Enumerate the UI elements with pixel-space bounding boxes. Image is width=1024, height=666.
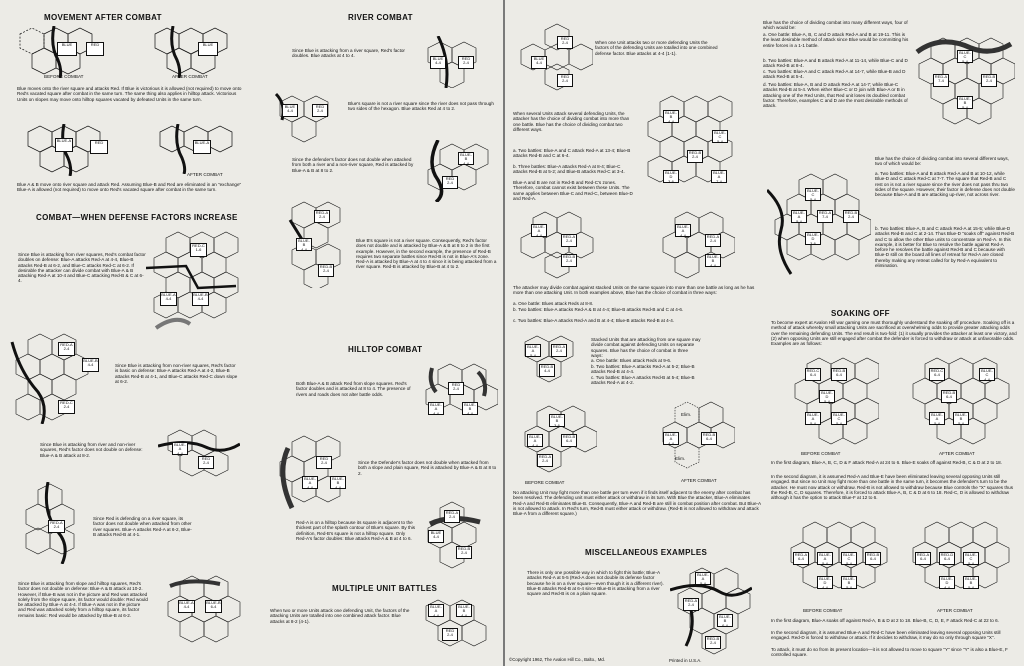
unit-blue-a-st: BLUE-A 4-4 (531, 224, 547, 237)
diagram-soak-after (905, 356, 1013, 450)
unit-red-a-st2: RED-A 2-4 (705, 234, 721, 247)
unit-red-river-3: RED 2-4 (442, 176, 458, 189)
unit-blue-river-1: BLUE 4-4 (430, 56, 446, 69)
unit-red-b-misc: RED-B 2-4 (705, 636, 721, 649)
diagram-blue-choice2 (767, 170, 871, 278)
unit-blue-b-sev: BLUE-B 4-4 (663, 110, 679, 123)
text-movement-para1: Blue moves onto the river square and attacks Red. If Blue is victorious it is allowed (not required) to move onto Red's vacated square after combat in the same turn. The same thing also applies in hilltop attack. Victorious Units on slopes may move onto hilltop squares vacated by defeated Units in the same turn. (17, 86, 242, 102)
text-defense-p4: Since Red is defending on a river square, its factor does not double when attacked from other river squares. Blue-A attacks Red-A at 6-2, Blue-B attacks Red-B at 4-1. (93, 516, 192, 537)
unit-blue-a-sev: BLUE-A 7-4 (711, 170, 727, 183)
unit-red-b-bc: RED-B 6-4 (561, 434, 577, 447)
unit-red-a-4: RED-A 2-4 (48, 520, 65, 533)
diagram-defense-3 (158, 428, 240, 480)
unit-red-a-soak2: RED-A 6-4 (793, 552, 809, 565)
unit-blue-c-sev: BLUE-C 5-4 (712, 130, 728, 143)
unit-red-river-1: RED 2-4 (458, 56, 474, 69)
unit-blue-river-2: BLUE 4-4 (282, 104, 298, 117)
text-soak1: In the first diagram, Blue-A, B, C, D & F attack Red-A at 24 to 6. Blue-E soaks off against Red-B, C & D at 2 to 18. (771, 460, 1002, 465)
text-blue-choice2-a: a. Two battles: Blue-A and B attack Red-A and B at 10-12, while Blue-D and C attack Red-C at 7-7. The square that Red-B and C rest on is not a river square since the river does not pass thru two sides of the square. However, their factor in defense does not double because Blue-A and B are attacking up-river, not across river. (875, 171, 1015, 198)
text-blue-choice-d: d. Two battles: Blue-A, B and D attack Red-A at 14-7; while Blue-C attacks Red-B at 5-4. When either Blue-C or D join with Blue-A or B in attacking one of the Red Units, that Red unit loses its doubled combat factor. Therefore, examples C and D are the most desirable methods of attack. (763, 82, 908, 109)
text-stacked2-a: a. One battle: Blues attack Reds at 9-6. (591, 358, 672, 363)
text-soak2: In the second diagram, it is assumed Red-A and Blue-E have been eliminated leaving several opposing Units still engaged. But since no Unit may fight more than one battle in the same turn, it becomes the defender's turn to be the attacker. He must now attack or withdraw. Red-B is not allowed to withdraw because Blue controls the "X" squares thus the Red-B, C, D squares. Therefore, it is forced to attack Blue-A, B, C & D at 6 to 18. Red-C, D is allowed to withdraw although it has the option to attack Blue-F at 12 to 6. (771, 474, 1013, 501)
text-soak: To become expert at Avalon Hill war gaming one must thoroughly understand the soaking off procedure. Soaking off is a method of attack whereby small attacking Units are sacrificed at overwhelming odds to provide greater attacking odds over the remaining defending Units. The end result is two-fold: (1) it usually provides the attacker at least one victory, and (2) when opposing Units are still engaged after combat the defender is forced to withdraw or attack at unfavorable odds. Examples are as follows: (771, 320, 1017, 347)
unit-blue-a: BLUE-A (55, 138, 73, 152)
text-stacked2-c: c. Two battles: Blue-A attacks Red-B at 5-4; Blue-B attacks Red-A at 4-2. (591, 375, 695, 386)
unit-blue-a-soak: BLUE-A 5-4 (805, 412, 821, 425)
unit-blue-b-st2: BLUE-B 4-4 (705, 254, 721, 267)
unit-blue-c-bc3: BLUE-C 5-4 (805, 188, 821, 201)
heading-hilltop-combat: HILLTOP COMBAT (348, 345, 423, 354)
unit-blue-d-soak2: BLUE-D 4-4 (817, 576, 833, 589)
unit-red-b-sev: RED-B 2-4 (687, 150, 703, 163)
text-stacked: The attacker may divide combat against stacked Units on the same square into more than one battle as long as he has more than one attacking Unit. In both examples above, Blue has the choice of combat in three ways: (513, 285, 755, 296)
unit-red-hilltop-2: RED 2-4 (316, 456, 332, 469)
unit-blue-b-river-4: BLUE-B 4-4 (296, 238, 312, 251)
unit-red-a-bc: RED-A 2-4 (537, 454, 553, 467)
unit-red-multi: RED 2-4 (442, 628, 458, 641)
unit-red-b-bc3: RED-B 2-4 (843, 210, 859, 223)
unit-blue-a-def: BLUE-A 4-4 (160, 292, 177, 306)
text-hilltop-p2: Since the Defender's factor does not double when attacked from both a slope and plain square, Red is attacked by Blue-A & B at 8 to 2. (358, 460, 497, 476)
unit-blue-a-multi: BLUE-A 4-4 (428, 604, 444, 617)
unit-red-b-st3: RED-B 4-4 (539, 364, 555, 377)
caption-before-combat-r: BEFORE COMBAT (525, 480, 565, 485)
text-soak5: To attack, it must do so from its present location—it is not allowed to move to square "Y" since "Y" is also a Blue-E, F controlled square. (771, 647, 1008, 658)
unit-red-a-st: RED-A 2-4 (561, 234, 577, 247)
unit-red-a-bc3: RED-A 7-4 (817, 210, 833, 223)
text-defense-p1: Since Blue is attacking from river squares, Red's combat factor doubles on defense: Blue-A attacks Red-A at 4-4, Blue-B attacks Red-B at 6-2, and Blue-C attacks Red-C at 6-2. If desirable the attacker can divide combat with Blue-A & B attacking Red-A at 10-4 and Blue-C attacking Red-B & C at 6-4. (18, 252, 146, 284)
text-blue-choice-b: b. Two battles: Blue-A and B attack Red-A at 11-14, while Blue-C and D attack Red-B at 8-4. (763, 58, 908, 69)
unit-blue-one: BLUE 4-4 (531, 56, 547, 69)
unit-blue-b-2: BLUE-B 4-4 (82, 358, 99, 372)
text-soak4: In the second diagram, it is assumed Blue-A and Red-C have been eliminated leaving several opposing Units still engaged. Red-D is forced to withdraw or attack. If it decides to withdraw, it may do so only through square "X". (771, 630, 1001, 641)
heading-misc-examples: MISCELLANEOUS EXAMPLES (585, 548, 708, 557)
text-blue-choice-a: a. One battle: Blue-A, B, C and D attack Red-A and B at 19-11. This is the least desirable method of attack since Blue would be committing his entire forces in a 1-1 battle. (763, 32, 909, 48)
label-elim-2: Elim. (675, 456, 686, 461)
unit-blue-a-ac: BLUE-A 4-4 (663, 432, 679, 445)
unit-red-a-bc2: RED-A 7-4 (933, 74, 949, 87)
label-elim-1: Elim. (681, 412, 692, 417)
unit-red-2: RED (90, 140, 108, 154)
diagram-stacked-1 (513, 210, 603, 280)
unit-red-b-hilltop-3: RED-B 2-4 (456, 546, 472, 559)
unit-blue-a-st3: BLUE-A 5-4 (525, 344, 541, 357)
text-hilltop-p1: Both Blue-A & B attack Red from slope squares. Red's factor doubles and is attacked at 8 to 4. The presence of rivers and roads does not alter battle odds. (296, 381, 411, 397)
text-several-b: b. Three battles: Blue-A attacks Red-A at 8-4; Blue-C attacks Red-B at 5-2; and Blue-B attacks Red-C at 3-4. (513, 164, 625, 175)
unit-blue-b-multi: BLUE-B 4-4 (456, 604, 472, 617)
unit-blue-a-soak2: BLUE-A 5-4 (817, 552, 833, 565)
diagram-blue-choice (911, 30, 1015, 140)
unit-red-3: RED 2-4 (198, 456, 214, 469)
text-stacked2-b: b. Two battles: Blue-A attacks Red-A at 5-2; Blue-B attacks Red-B at 4-4. (591, 364, 695, 375)
unit-blue-b-5: BLUE-B 6-4 (205, 600, 222, 613)
left-page (0, 0, 503, 666)
text-stacked-c: c. Two battles: Blue-A attacks Red-A and B at 4-4; Blue-B attacks Red-B at 4-4. (513, 318, 675, 323)
unit-blue-b-river-3: BLUE-B 4-4 (458, 152, 474, 165)
unit-blue-c-soak: BLUE-C 5-4 (831, 412, 847, 425)
unit-blue-after: BLUE (198, 42, 218, 56)
unit-red-a-misc: RED-A 2-4 (683, 598, 699, 611)
unit-blue-c-bc: BLUE-C 5-4 (957, 50, 973, 63)
caption-before-combat: BEFORE COMBAT (44, 74, 84, 79)
unit-red-b-soak-a: RED-B 6-4 (941, 390, 957, 403)
unit-red-c-2: RED-C 2-4 (58, 400, 75, 414)
unit-blue-c-soak2a: BLUE-C 5-4 (963, 552, 979, 565)
unit-red-a-soak2a: RED-A 6-4 (915, 552, 931, 565)
unit-blue: BLUE (57, 42, 77, 56)
text-blue-choice2: Blue has the choice of dividing combat into several different ways, two of which would be: (875, 156, 1009, 167)
copyright: ©Copyright 1962, The Avalon Hill Co., Balto., Md. (509, 657, 606, 662)
unit-red-b-soak: RED-B 6-4 (831, 368, 847, 381)
caption-soak-before-2: BEFORE COMBAT (803, 608, 843, 613)
text-multiple-p1: When two or more Units attack one defending Unit, the factors of the attacking Units are totalled into one combined attack factor. Blue attacks at 8-2 (4-1). (270, 608, 410, 624)
unit-blue-hilltop-3: BLUE 4-4 (428, 530, 444, 543)
heading-combat-defense: COMBAT—WHEN DEFENSE FACTORS INCREASE (36, 213, 238, 222)
unit-red-a-hilltop-3: RED-A 2-4 (444, 510, 460, 523)
diagram-stacked-2 (655, 210, 735, 284)
text-blue-choice-c: c. Two battles: Blue-A and C attack Red-A at 14-7, while Blue-B and D attack Red-B at 5-4. (763, 69, 906, 80)
unit-red-b-bc2: RED-B 2-4 (981, 74, 997, 87)
heading-movement-after-combat: MOVEMENT AFTER COMBAT (44, 13, 162, 22)
unit-blue-a-3: BLUE-A 4-4 (172, 442, 188, 455)
unit-blue-b-misc: BLUE-B 6-4 (717, 614, 733, 627)
heading-river-combat: RIVER COMBAT (348, 13, 413, 22)
text-several-a: a. Two battles: Blue-A and C attack Red-A at 13-4; Blue-B attacks Red-B and C at 6-4. (513, 148, 631, 159)
text-movement-para2: Blue A & B move onto river square and attack Red. Assuming Blue-B and Red are eliminated in an "exchange" Blue-A is allowed (not required) to move onto Red's vacated square after combat in the same turn. (17, 182, 242, 193)
text-river-p2: Blue's square is not a river square since the river does not pass through two sides of the hexagon. Blue attacks Red at 4 to 2. (348, 101, 494, 112)
text-defense-p5: Since Blue is attacking from slope and hilltop squares, Red's factor does not double on defense: Blue-A & B attack at 10-2. However, if Blue-B was not in the picture and Red was attacked solely from the slope square, its factor would double: Red would be attacked by Blue-A at 4-4. If Blue-A was not in the picture and Red was attacked solely from a hilltop square, its factor remains basic: Red would be attacked by Blue-B at 6-2. (18, 581, 148, 618)
unit-red-c-soak: RED-C 6-4 (805, 368, 821, 381)
text-river-p1: Since Blue is attacking from a river square, Red's factor doubles. Blue attacks at 4 to 4. (292, 48, 405, 59)
printed-in: Printed in U.S.A. (669, 658, 702, 663)
caption-after-combat: AFTER COMBAT (172, 74, 208, 79)
unit-red: RED (86, 42, 104, 56)
caption-soak-after: AFTER COMBAT (939, 451, 975, 456)
text-stacked2: Stacked Units that are attacking from one square may divide combat against defending Units on separate squares. Blue has the choice of combat in three ways: (591, 337, 701, 358)
unit-blue-a-after: BLUE-A (193, 140, 211, 154)
unit-blue-b-bc2: BLUE-B 5-4 (957, 96, 973, 109)
caption-soak-after-2: AFTER COMBAT (937, 608, 973, 613)
unit-blue-b-def: BLUE-B 4-4 (192, 292, 209, 306)
text-stacked-b: b. Two battles: Blue-A attacks Red-A & B at 4-4; Blue-B attacks Red-B and C at 4-6. (513, 307, 684, 312)
text-several: When several Units attack several defending Units, the attacker has the choice of dividing combat into more than one battle. Blue has the choice of dividing combat two different ways. (513, 111, 630, 132)
unit-blue-b-bc: BLUE-B 3-6 (549, 414, 565, 427)
diagram-several (640, 92, 740, 202)
diagram-hilltop-2 (272, 434, 354, 514)
text-misc: There is only one possible way in which to fight this battle; Blue-A attacks Red-A at 5-5 (Red-A does not double its defense factor because he is on a river square—even though it is a different river). Blue-B attacks Red-B at 6-4 since Blue-B is attacking from a river square and Red-B is on a plain square. (527, 570, 664, 597)
text-blue-choice: Blue has the choice of dividing combat into many different ways, four of which would be: (763, 20, 908, 31)
unit-blue-a-hilltop-1: BLUE-A 4-4 (428, 402, 444, 415)
unit-red-b-river-4: RED-B 2-4 (318, 264, 334, 277)
unit-blue-b-soak-a: BLUE-B 5-4 (953, 412, 969, 425)
unit-blue-b-hilltop-1: BLUE-B 4-4 (462, 402, 478, 415)
unit-blue-c-soak2: BLUE-C 5-4 (841, 552, 857, 565)
unit-blue-a-misc: BLUE-A 5-4 (695, 572, 711, 585)
heading-soaking-off: SOAKING OFF (831, 309, 890, 318)
text-river-p3: Since the defender's factor does not double when attacked from both a river and a non-river square, Red is attacked by Blue-A & B at 8 to 2. (292, 157, 414, 173)
unit-blue-a-bc: BLUE-A 4-4 (527, 434, 543, 447)
unit-red-one: RED 2-4 (557, 36, 573, 49)
text-several-c: Blue-A and B are not in Red-B and Red-C's zones. Therefore, combat cannot exist between these Units. The same applies between Blue-C and Red-C, between Blue-D and Red-A. (513, 180, 633, 201)
text-soak3: In the first diagram, Blue-A soaks off against Red-A, B & D at 2 to 18. Blue-B, C, D, E, F attack Red-C at 22 to 6. (771, 618, 999, 623)
right-page (505, 0, 1024, 666)
unit-blue-d-sev: BLUE-D 3-6 (663, 170, 679, 183)
diagram-one-unit (513, 22, 593, 92)
unit-blue-c-soak-a: BLUE-C 4-4 (979, 368, 995, 381)
text-defense-p2: Since Blue is attacking from non-river squares, Red's factor is basic on defense: Blue-A attacks Red-A at 4-2, Blue-B attacks Red-B at 4-1, and Blue-C attacks Red-C down slope at 6-2. (115, 363, 238, 384)
unit-blue-b-hilltop-2: BLUE-B 4-4 (330, 476, 346, 489)
unit-blue-a-hilltop-2: BLUE-A 4-4 (302, 476, 318, 489)
heading-multiple-unit-battles: MULTIPLE UNIT BATTLES (332, 584, 438, 593)
unit-blue-a-soak-a: BLUE-A 5-4 (929, 412, 945, 425)
text-defense-p3: Since Blue is attacking from river and non-river squares, Red's factor does not double on defense: Blue-A & B attack at 8-2. (40, 442, 143, 458)
unit-blue-d-soak2a: BLUE-D 4-4 (939, 576, 955, 589)
diagram-river-3 (420, 140, 498, 202)
unit-red-c-soak-a: RED-C 6-4 (929, 368, 945, 381)
unit-red-b-st: RED-B 2-4 (561, 254, 577, 267)
diagram-river-2 (272, 92, 344, 144)
unit-red-a-st3: RED-A 2-4 (551, 344, 567, 357)
unit-red-a-2: RED-A 2-4 (58, 342, 75, 356)
unit-red-a-river-4: RED-A 2-4 (314, 210, 330, 223)
unit-blue-a-5: BLUE-A 4-4 (178, 600, 195, 613)
unit-blue-b-soak2: BLUE-B 5-4 (841, 576, 857, 589)
text-no-attack: No attacking Unit may fight more than one battle per turn even if it finds itself adjacent to the enemy after combat has been resolved. The defending unit must either attack or withdraw in its turn. With Blue the attacker, Blue-A eliminates Red-A and Red-B eliminates Blue-B. Consequently, Blue-A and Red-B are still in combat position after combat. But Blue-A is not allowed to attack. In Red's turn, Red-B must either attack or withdraw. (Red-B is not allowed to withdraw and attack Blue-A from a different square.) (513, 490, 761, 517)
unit-red-c: RED-C 1-6 (190, 243, 207, 257)
unit-red-hilltop-1: RED 2-4 (448, 382, 464, 395)
unit-red-river-2: RED 2-4 (312, 104, 328, 117)
diagram-after-combat-1 (145, 26, 240, 78)
text-stacked-a: a. One battle: Blues attack Reds at 8-8. (513, 301, 594, 306)
unit-blue-e-soak: BLUE-D 5-4 (819, 390, 835, 403)
unit-red-b-ac: RED-B 6-4 (701, 432, 717, 445)
text-hilltop-p3: Red-A is on a hilltop because its square is adjacent to the thickest part of the splash contour of Blue's square. By this definition, Red-B's square is not a hilltop square. Only Red-A's factor doubles: Blue attacks Red-A & B at 4 to 6. (296, 520, 416, 541)
unit-blue-d-bc3: BLUE-D 3-6 (805, 232, 821, 245)
diagram-defense-5 (160, 572, 242, 662)
caption-after-combat-r: AFTER COMBAT (681, 478, 717, 483)
text-blue-choice2-b: b. Two battles: Blue-A, B and C attack Red-A at 15-5; while Blue-D attacks Red-B and C at 2-14. Thus Blue-D "soaks off" against Red-B and C to allow the other Blue units to concentrate on Red-A. In this example, it is better for Blue to resolve the battle against Red-A before he resolves the battle against Red-B and C because with Blue-D still on the board all lines of retreat for Red-A are closed thereby making any retreat called for by Red-A equivalent to elimination. (875, 226, 1015, 269)
unit-blue-a-st2: BLUE-A 4-4 (675, 224, 691, 237)
unit-red-one-b: RED 2-4 (557, 74, 573, 87)
unit-red-d-soak2a: RED-D 6-4 (939, 552, 955, 565)
caption-soak-before: BEFORE COMBAT (801, 451, 841, 456)
unit-blue-a-bc3: BLUE-A 5-4 (791, 210, 807, 223)
unit-red-b-soak2: RED-B 6-4 (865, 552, 881, 565)
text-river-p4: Blue B's square is not a river square. Consequently, Red's factor does not double and is attacked by Blue-A & B at 8 to 2 in the first example. However, in the second example, the presence of Red-B requires two separate battles since Red-B is not in Blue-A's zone. Red-A is attacked by Blue-A at 4 to 4 since it is being attacked from a river square. Red-B is attacked by Blue-B at 4 to 2. (356, 238, 497, 270)
caption-after-combat-2: AFTER COMBAT (187, 172, 223, 177)
unit-blue-b-soak2a: BLUE-B 5-4 (963, 576, 979, 589)
text-one-unit: When one Unit attacks two or more defending Units the factors of the defending Units are totalled into one combined defense factor. Blue attacks at 4-4 (1-1). (595, 40, 718, 56)
